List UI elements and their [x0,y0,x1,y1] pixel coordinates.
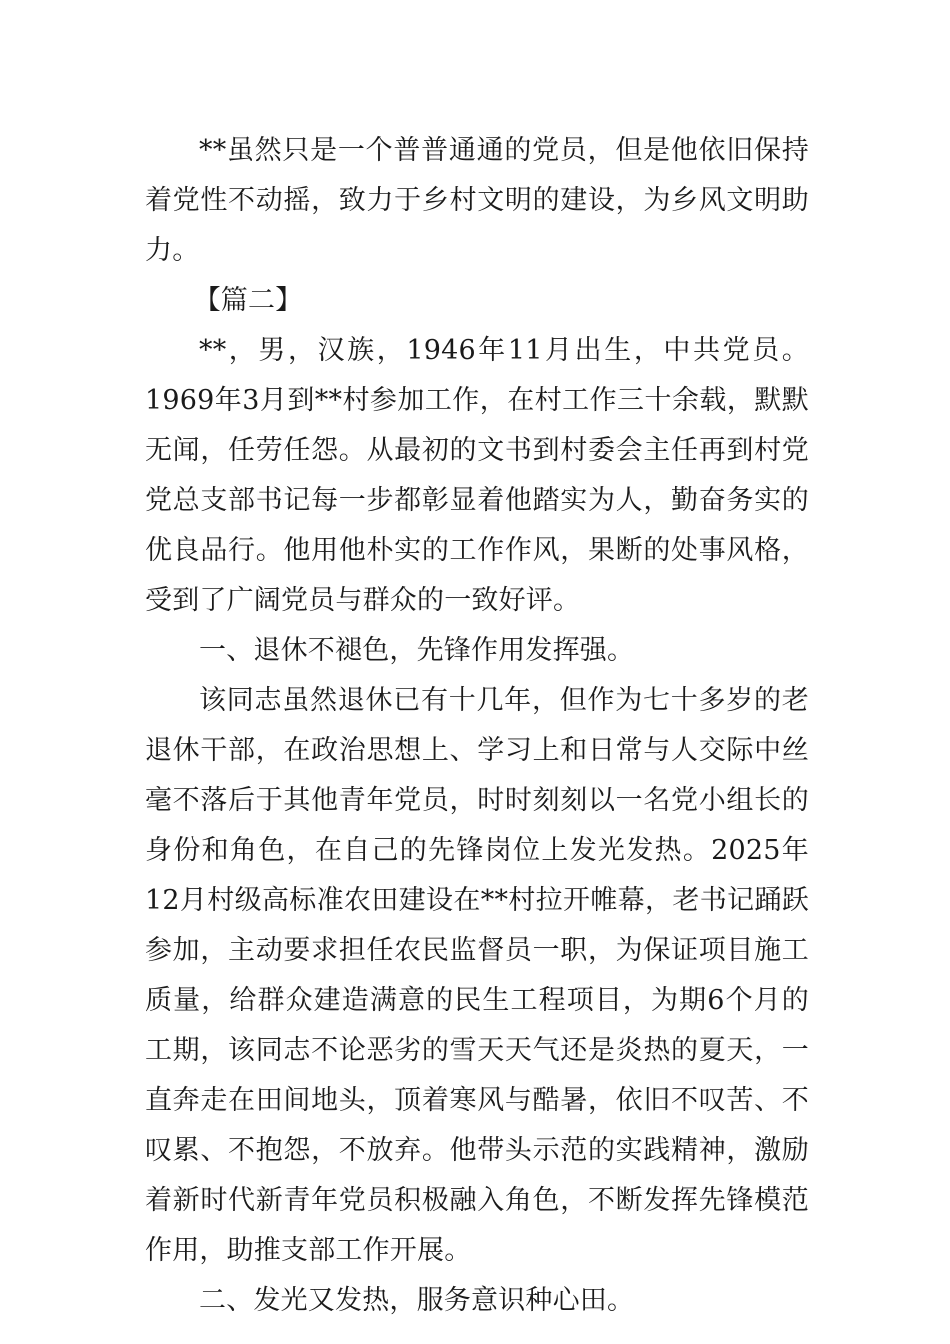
paragraph-intro: **虽然只是一个普普通通的党员，但是他依旧保持着党性不动摇，致力于乡村文明的建设，为乡风文明助力。 [145,135,809,266]
document-body [145,126,809,1326]
section-title-part-two: 【篇二】 [193,285,303,316]
paragraph-biography: **，男，汉族，1946年11月出生，中共党员。1969年3月到**村参加工作，在村工作三十余载，默默无闻，任劳任怨。从最初的文书到村委会主任再到村党党总支部书记每一步都彰显着他踏实为人，勤奋务实的优良品行。他用他朴实的工作作风，果断的处事风格，受到了广阔党员与群众的一致好评。 [145,335,809,616]
section-heading-one: 一、退休不褪色，先锋作用发挥强。 [199,635,635,666]
paragraph-section-one: 该同志虽然退休已有十几年，但作为七十多岁的老退休干部，在政治思想上、学习上和日常与人交际中丝毫不落后于其他青年党员，时时刻刻以一名党小组长的身份和角色，在自己的先锋岗位上发光发热。2025年12月村级高标准农田建设在**村拉开帷幕，老书记踊跃参加，主动要求担任农民监督员一职，为保证项目施工质量，给群众建造满意的民生工程项目，为期6个月的工期，该同志不论恶劣的雪天天气还是炎热的夏天，一直奔走在田间地头，顶着寒风与酷暑，依旧不叹苦、不叹累、不抱怨，不放弃。他带头示范的实践精神，激励着新时代新青年党员积极融入角色，不断发挥先锋模范作用，助推支部工作开展。 [145,685,809,1266]
section-heading-two: 二、发光又发热，服务意识种心田。 [199,1285,635,1316]
